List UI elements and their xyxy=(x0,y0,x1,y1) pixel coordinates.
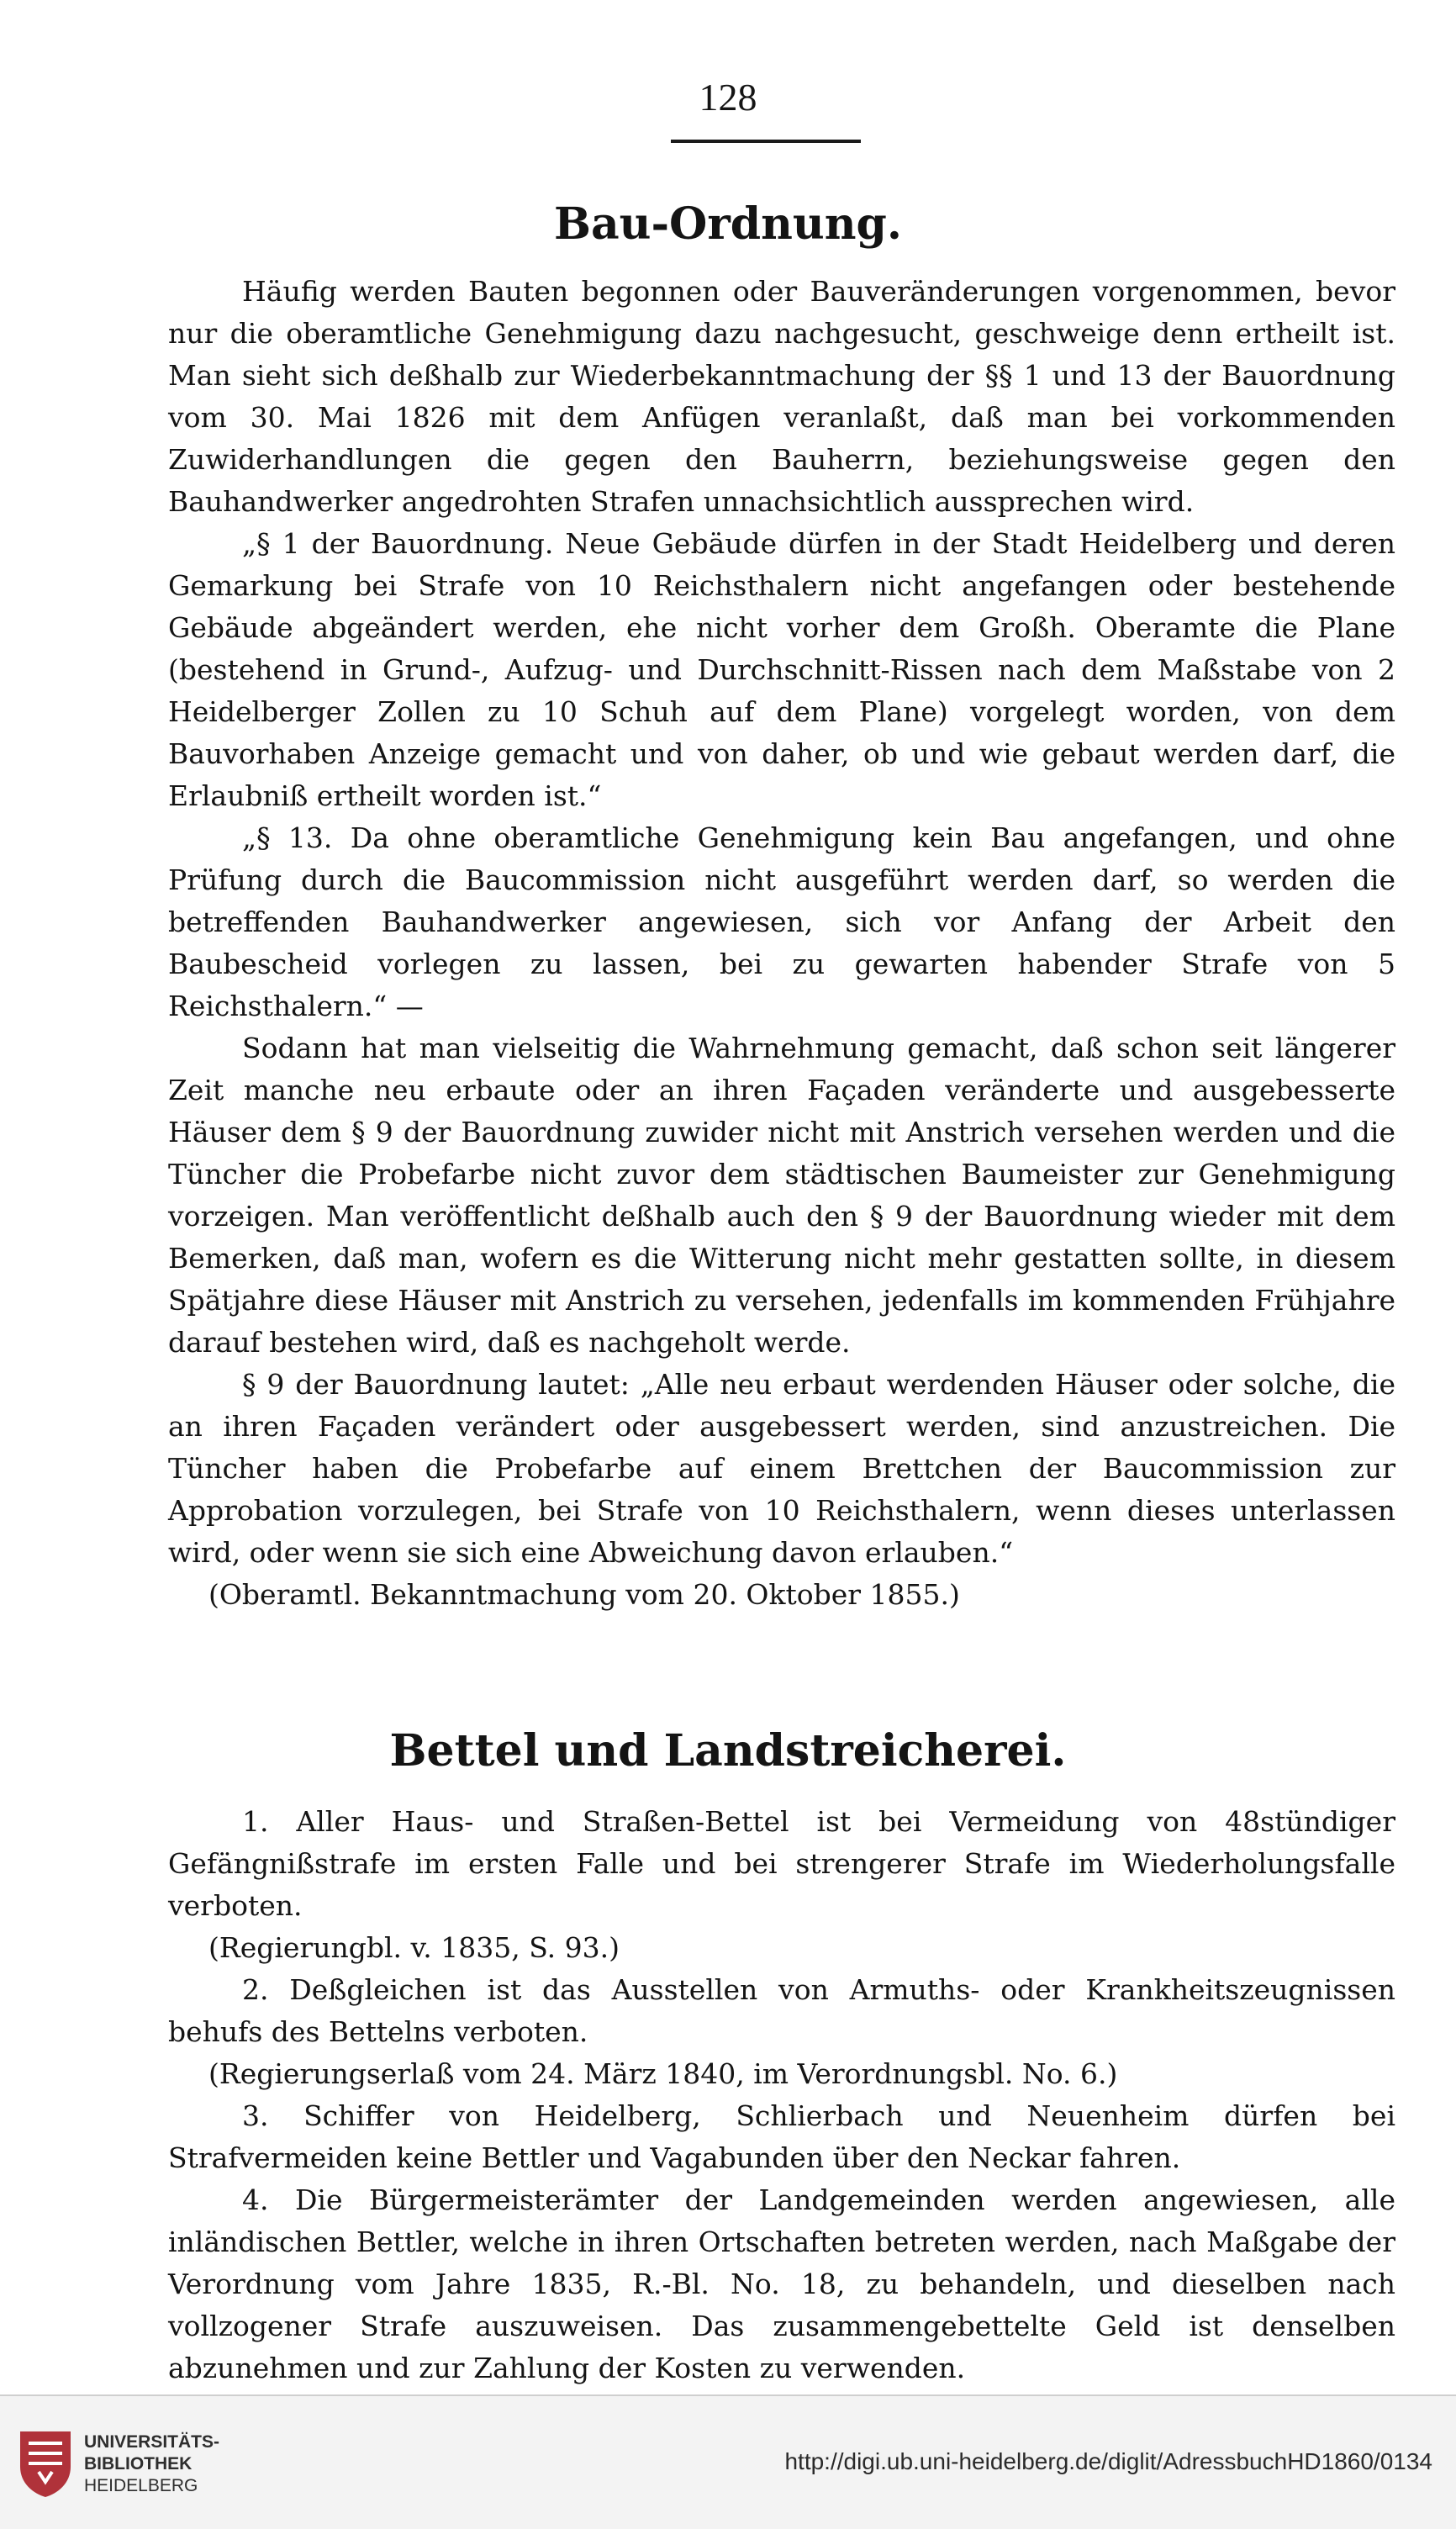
source-citation: (Regierungbl. v. 1835, S. 93.) xyxy=(208,1931,620,1964)
library-name-line: HEIDELBERG xyxy=(84,2476,198,2495)
section-body-bettel xyxy=(168,1801,1395,2389)
list-item: 2. Deßgleichen ist das Ausstellen von Armuths- oder Krankheitszeugnissen behufs des Bettelns verboten. xyxy=(168,1973,1395,2048)
digitization-footer xyxy=(0,2396,1456,2529)
list-item: 4. Die Bürgermeisterämter der Landgemeinden werden angewiesen, alle inländischen Bettler, welche in ihren Ortschaften betreten werden, nach Maßgabe der Verordnung vom Jahre 1835, R.-Bl. No. 18, zu behandeln, und dieselben nach vollzogener Strafe auszuweisen. Das zusammengebettelte Geld ist denselben abzunehmen und zur Zahlung der Kosten zu verwenden. xyxy=(168,2183,1395,2384)
section-body-bau-ordnung xyxy=(168,271,1395,1616)
paragraph: „§ 13. Da ohne oberamtliche Genehmigung kein Bau angefangen, und ohne Prüfung durch die Baucommission nicht ausgeführt werden darf, so werden die betreffenden Bauhandwerker angewiesen, sich vor Anfang der Arbeit den Baubescheid vorlegen zu lassen, bei zu gewarten habender Strafe von 5 Reichsthalern.“ — xyxy=(168,821,1395,1022)
library-name-line: UNIVERSITÄTS- xyxy=(84,2432,220,2452)
university-library-seal-icon xyxy=(15,2428,76,2499)
source-citation: (Regierungserlaß vom 24. März 1840, im Verordnungsbl. No. 6.) xyxy=(208,2057,1118,2090)
list-item: 3. Schiffer von Heidelberg, Schlierbach und Neuenheim dürfen bei Strafvermeiden keine Bettler und Vagabunden über den Neckar fahren. xyxy=(168,2099,1395,2174)
page-number-rule xyxy=(671,140,861,143)
section-title-bettel: Bettel und Landstreicherei. xyxy=(389,1725,1067,1777)
paragraph: „§ 1 der Bauordnung. Neue Gebäude dürfen in der Stadt Heidelberg und deren Gemarkung bei Strafe von 10 Reichsthalern nicht angefangen oder bestehende Gebäude abgeändert werden, ehe nicht vorher dem Großh. Oberamte die Plane (bestehend in Grund-, Aufzug- und Durchschnitt-Rissen nach dem Maßstabe von 2 Heidelberger Zollen zu 10 Schuh auf dem Plane) vorgelegt worden, von dem Bauvorhaben Anzeige gemacht und von daher, ob und wie gebaut werden darf, die Erlaubniß ertheilt worden ist.“ xyxy=(168,527,1395,812)
section-title-bau-ordnung: Bau-Ordnung. xyxy=(554,198,902,250)
list-item: 1. Aller Haus- und Straßen-Bettel ist bei Vermeidung von 48stündiger Gefängnißstrafe im ersten Falle und bei strengerer Strafe im Wiederholungsfalle verboten. xyxy=(168,1805,1395,1922)
paragraph: § 9 der Bauordnung lautet: „Alle neu erbaut werdenden Häuser oder solche, die an ihren Façaden verändert oder ausgebessert werden, sind anzustreichen. Die Tüncher haben die Probefarbe auf einem Brettchen der Baucommission zur Approbation vorzulegen, bei Strafe von 10 Reichsthalern, wenn dieses unterlassen wird, oder wenn sie sich eine Abweichung davon erlauben.“ xyxy=(168,1368,1395,1569)
source-url-link[interactable]: http://digi.ub.uni-heidelberg.de/diglit/AdressbuchHD1860/0134 xyxy=(784,2448,1432,2474)
library-name xyxy=(84,2431,219,2497)
library-name-line: BIBLIOTHEK xyxy=(84,2454,193,2474)
source-citation: (Oberamtl. Bekanntmachung vom 20. Oktober 1855.) xyxy=(208,1578,960,1611)
page-number: 128 xyxy=(699,76,757,119)
paragraph: Sodann hat man vielseitig die Wahrnehmung gemacht, daß schon seit längerer Zeit manche neu erbaute oder an ihren Façaden veränderte und ausgebesserte Häuser dem § 9 der Bauordnung zuwider nicht mit Anstrich versehen werden und die Tüncher die Probefarbe nicht zuvor dem städtischen Baumeister zur Genehmigung vorzeigen. Man veröffentlicht deßhalb auch den § 9 der Bauordnung wieder mit dem Bemerken, daß man, wofern es die Witterung nicht mehr gestatten sollte, in diesem Spätjahre diese Häuser mit Anstrich zu versehen, jedenfalls im kommenden Frühjahre darauf bestehen wird, daß es nachgeholt werde. xyxy=(168,1032,1395,1359)
paragraph: Häufig werden Bauten begonnen oder Bauveränderungen vorgenommen, bevor nur die oberamtliche Genehmigung dazu nachgesucht, geschweige denn ertheilt ist. Man sieht sich deßhalb zur Wiederbekanntmachung der §§ 1 und 13 der Bauordnung vom 30. Mai 1826 mit dem Anfügen veranlaßt, daß man bei vorkommenden Zuwiderhandlungen die gegen den Bauherrn, beziehungsweise gegen den Bauhandwerker angedrohten Strafen unnachsichtlich aussprechen wird. xyxy=(168,275,1395,518)
